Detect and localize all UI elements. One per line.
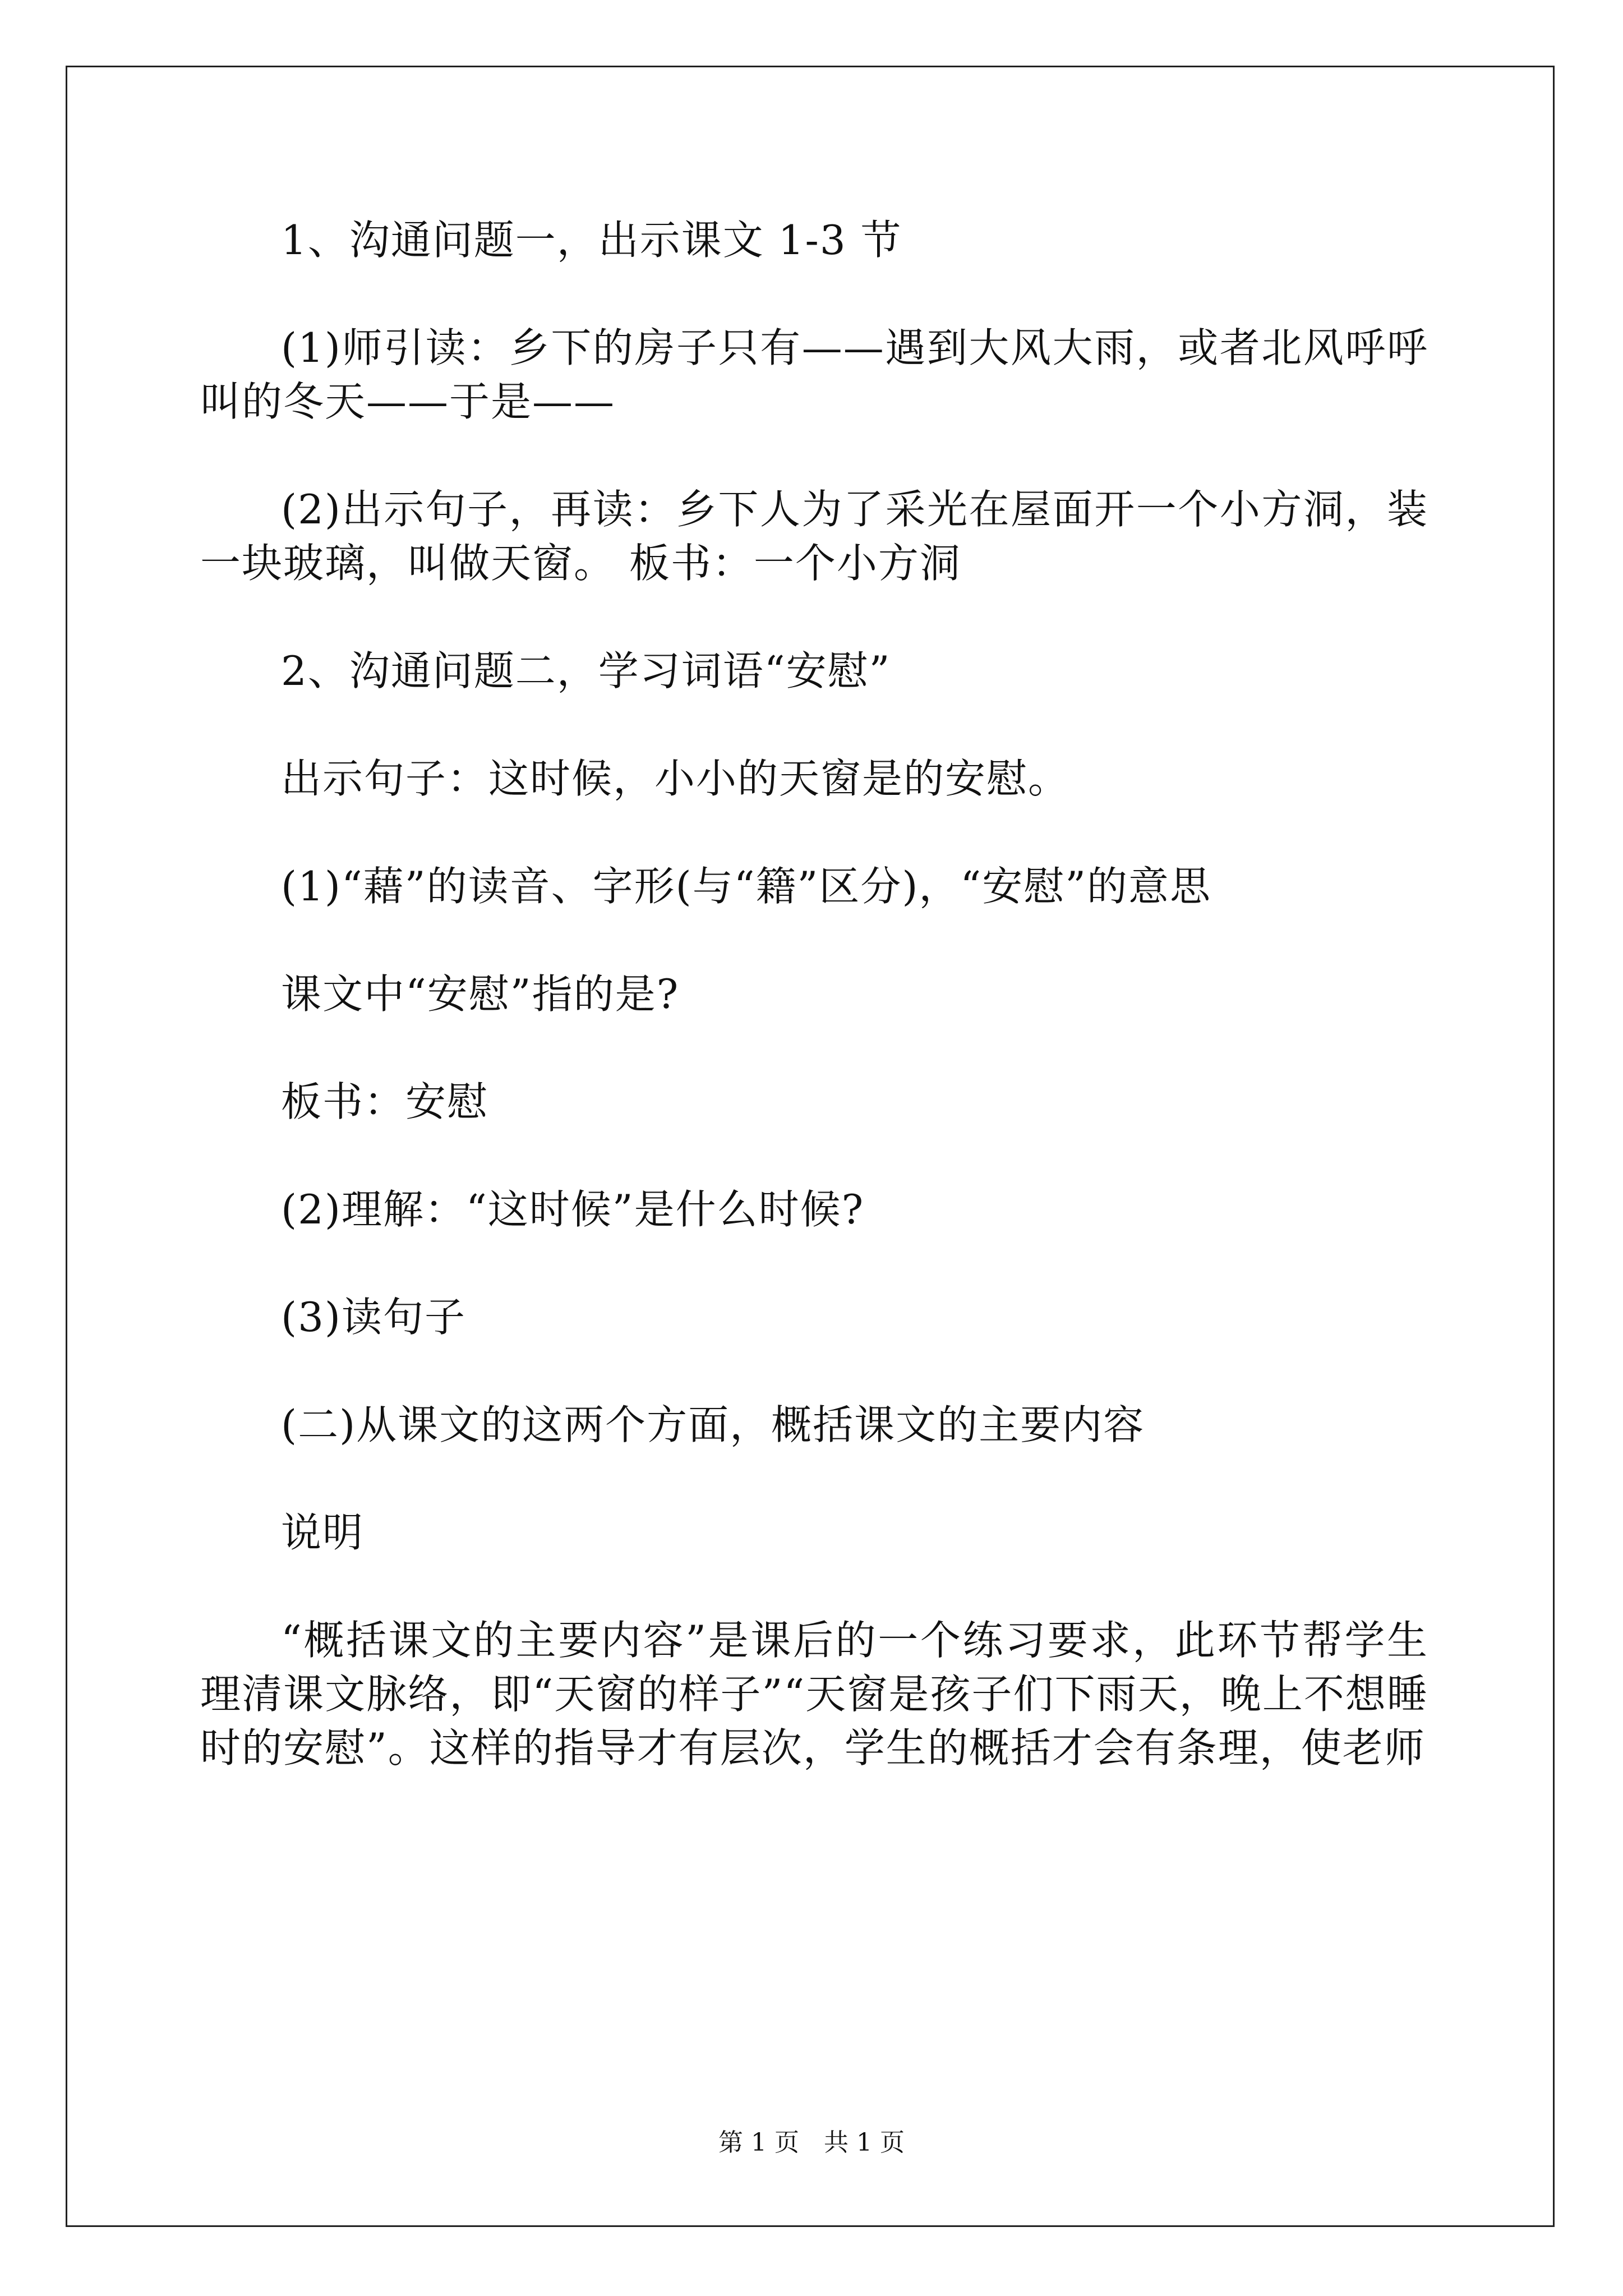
- paragraph-7: 课文中“安慰”指的是?: [281, 970, 680, 1018]
- document-body: [200, 213, 1428, 1829]
- paragraph-5: 出示句子：这时候，小小的天窗是的安慰。: [281, 755, 1070, 802]
- paragraph-2: (1)师引读：乡下的房子只有——遇到大风大雨，或者北风呼呼叫的冬天——于是——: [200, 324, 1428, 425]
- paragraph-1: 1、沟通问题一，出示课文 1-3 节: [281, 217, 902, 264]
- paragraph-12: 说明: [281, 1509, 365, 1556]
- paragraph-13: “概括课文的主要内容”是课后的一个练习要求，此环节帮学生理清课文脉络，即“天窗的样子”“天窗是孩子们下雨天，晚上不想睡时的安慰”。这样的指导才有层次，学生的概括才会有条理，使老师: [200, 1617, 1428, 1772]
- paragraph-3: (2)出示句子，再读：乡下人为了采光在屋面开一个小方洞，装一块玻璃，叫做天窗。 板书：一个小方洞: [200, 486, 1428, 587]
- paragraph-10: (3)读句子: [281, 1294, 466, 1341]
- paragraph-9: (2)理解：“这时候”是什么时候?: [281, 1186, 865, 1233]
- paragraph-8: 板书：安慰: [281, 1078, 489, 1125]
- paragraph-6: (1)“藉”的读音、字形(与“籍”区分)，“安慰”的意思: [281, 863, 1212, 910]
- paragraph-4: 2、沟通问题二，学习词语“安慰”: [281, 647, 891, 694]
- page-footer: 第 1 页 共 1 页: [718, 2128, 905, 2157]
- paragraph-11: (二)从课文的这两个方面，概括课文的主要内容: [281, 1401, 1145, 1448]
